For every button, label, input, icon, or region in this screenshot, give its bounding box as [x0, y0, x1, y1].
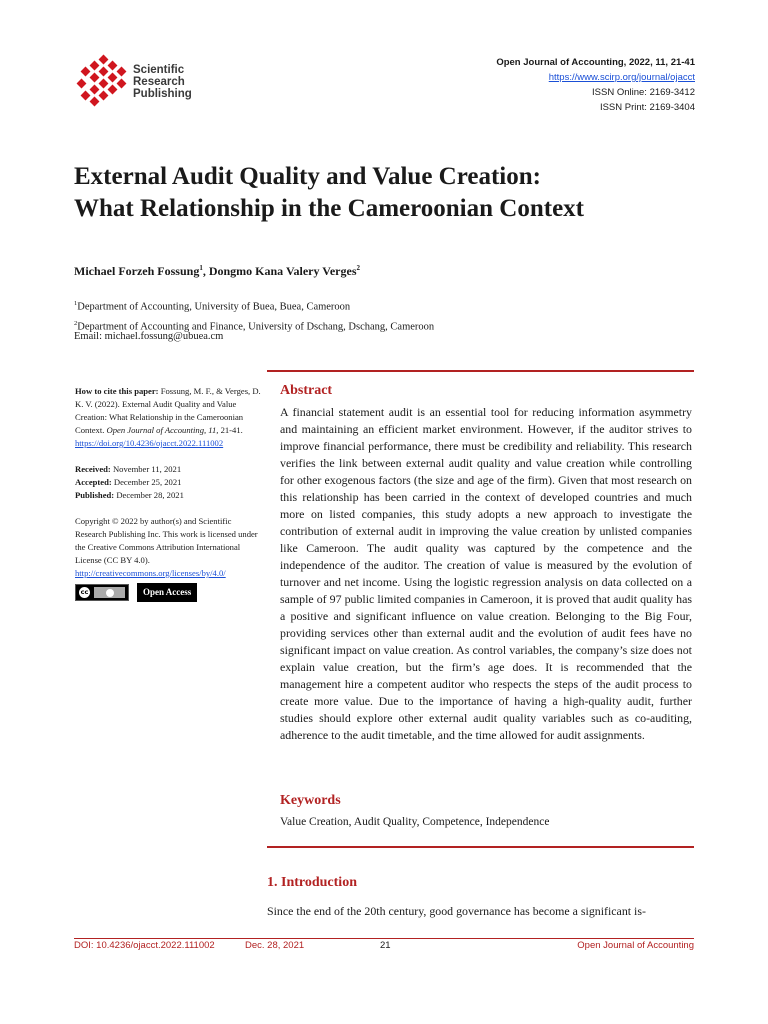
received-date: November 11, 2021 — [112, 464, 182, 474]
abstract-top-rule — [267, 370, 694, 372]
journal-citation: Open Journal of Accounting, 2022, 11, 21-41 — [496, 57, 695, 68]
cite-doi-link[interactable]: https://doi.org/10.4236/ojacct.2022.111002 — [75, 438, 224, 448]
footer-rule — [74, 938, 694, 939]
accepted-row — [75, 476, 265, 489]
keywords-heading: Keywords — [280, 793, 341, 808]
author-2-affil: 2 — [356, 264, 361, 272]
cite-journal: Open Journal of Accounting, 11, — [106, 425, 219, 435]
paper-title-line-1: External Audit Quality and Value Creation: — [74, 163, 541, 190]
received-row — [75, 463, 265, 476]
keywords-text: Value Creation, Audit Quality, Competence, Independence — [280, 816, 550, 828]
cite-label: How to cite this paper: — [75, 386, 159, 396]
paper-title-line-2: What Relationship in the Cameroonian Context — [74, 195, 584, 222]
issn-print: ISSN Print: 2169-3404 — [599, 102, 695, 113]
publisher-logo-text — [133, 64, 192, 100]
introduction-heading: 1. Introduction — [267, 875, 357, 890]
article-info-sidebar — [75, 385, 265, 602]
copyright-notice: Copyright © 2022 by author(s) and Scientific Research Publishing Inc. This work is licensed under the Creative Commons Attribution International License (CC BY 4.0). — [75, 516, 258, 565]
affiliation-2-marker: 2 — [74, 319, 78, 327]
cc-by-badge[interactable] — [75, 584, 129, 601]
accepted-date: December 25, 2021 — [113, 477, 182, 487]
published-row — [75, 489, 265, 502]
citation-block — [75, 385, 265, 450]
publisher-logo[interactable] — [76, 54, 206, 110]
cite-text: Fossung, M. F., & Verges, D. K. V. (2022). External Audit Quality and Value Creation: What Relationship in the Cameroonian Context. — [75, 386, 261, 435]
cc-icon: cc — [80, 588, 89, 596]
abstract-text: A financial statement audit is an essential tool for reducing information asymmetry and maintaining an efficient market environment. However, if the auditor strives to improve financial performance, there must be credibility and reliability. This research verifies the link between external audit quality and value creation while controlling for other exogenous factors (the size and age of the firm). Given that most research on this relationship has been carried in the context of developed countries and much more on listed companies, this study adopts a new approach to investigate the contribution of external audit in improving the value creation by unlisted companies like Cameroon. The audit quality was captured by the competence and the independence of the auditor. The creation of value is measured by the evolution of turnover and net income. Using the logistic regression analysis on data collected on a sample of 97 public limited companies in Cameroon, it is proved that audit quality has a positive and significant influence on value creation. Belonging to the Big Four, providing services other than external audit and the evolution of audit fees have no significant impact on value creation. As control variables, the company’s size does not explain value creation, but the firm’s age does. It is recommended that the management hire a competent auditor who respects the steps of the audit process to create more value. Due to the importance of having a high-quality audit, further studies should explore other external audit quality variables such as co-auditing, adherence to the audit timetable, and the time allowed for audit assignments. — [280, 405, 692, 742]
publisher-logo-icon — [76, 54, 130, 110]
license-badges — [75, 583, 265, 602]
footer-doi[interactable]: DOI: 10.4236/ojacct.2022.111002 — [74, 940, 215, 951]
received-label: Received: — [75, 464, 111, 474]
logo-line-3: Publishing — [133, 88, 192, 100]
keywords-bottom-rule — [267, 846, 694, 848]
published-label: Published: — [75, 490, 115, 500]
footer-date: Dec. 28, 2021 — [245, 940, 305, 951]
affiliation-1-text: Department of Accounting, University of Buea, Buea, Cameroon — [77, 301, 351, 313]
by-person-icon — [94, 587, 125, 598]
affiliation-1-marker: 1 — [74, 300, 78, 307]
author-1: Michael Forzeh Fossung — [74, 264, 200, 278]
author-1-affil: 1 — [199, 264, 203, 272]
logo-line-1: Scientific — [133, 64, 185, 76]
issn-online: ISSN Online: 2169-3412 — [592, 87, 695, 98]
page-footer — [74, 940, 694, 954]
license-link[interactable]: http://creativecommons.org/licenses/by/4.0/ — [75, 568, 226, 578]
journal-url-link[interactable]: https://www.scirp.org/journal/ojacct — [548, 72, 695, 83]
page-number: 21 — [380, 940, 391, 951]
affiliation-1 — [74, 296, 434, 316]
published-date: December 28, 2021 — [116, 490, 184, 500]
paper-title — [74, 161, 704, 225]
abstract-heading: Abstract — [280, 383, 333, 398]
author-list — [74, 264, 360, 279]
open-access-badge[interactable]: Open Access — [137, 583, 197, 602]
corresponding-email[interactable]: Email: michael.fossung@ubuea.cm — [74, 331, 224, 342]
accepted-label: Accepted: — [75, 477, 112, 487]
journal-header — [496, 55, 695, 115]
footer-journal-name: Open Journal of Accounting — [577, 940, 694, 951]
introduction-first-line: Since the end of the 20th century, good governance has become a significant is- — [267, 904, 646, 918]
logo-line-2: Research — [133, 76, 185, 88]
affiliation-2-text: Department of Accounting and Finance, University of Dschang, Dschang, Cameroon — [77, 321, 435, 332]
author-2: Dongmo Kana Valery Verges — [208, 264, 357, 278]
author-separator: , — [202, 264, 209, 278]
cite-pages: 21-41. — [220, 425, 243, 435]
affiliations — [74, 296, 434, 335]
